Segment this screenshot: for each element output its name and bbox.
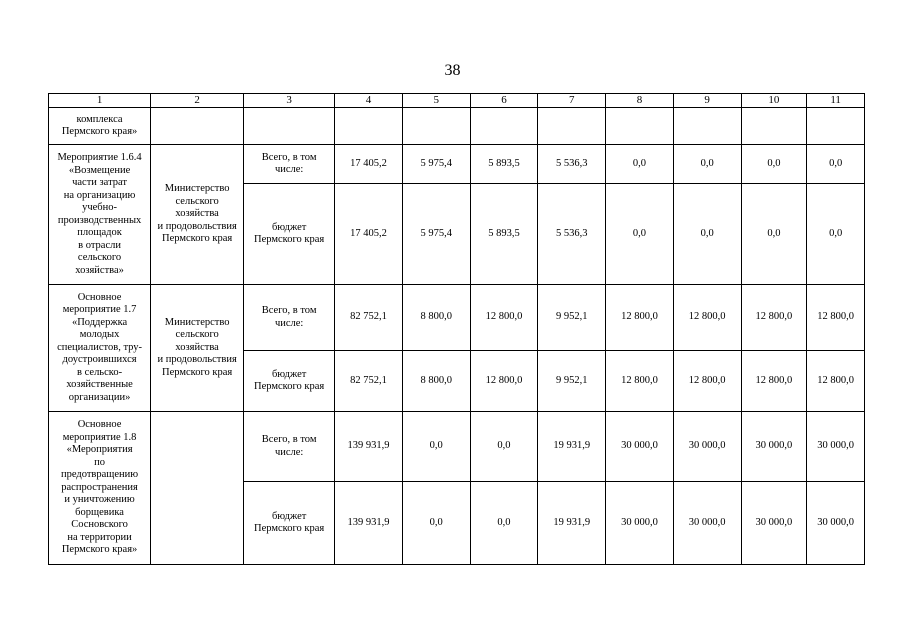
text-line: Пермского края xyxy=(254,523,325,534)
value-cell: 8 800,0 xyxy=(402,285,470,351)
value-cell: 9 952,1 xyxy=(538,285,606,351)
value-cell: 12 800,0 xyxy=(470,285,538,351)
text-line: бюджет xyxy=(271,368,307,380)
table-row xyxy=(49,412,865,482)
header-cell: 9 xyxy=(673,94,741,108)
empty-cell xyxy=(741,108,807,145)
text-line: доустроившихся xyxy=(62,354,137,366)
text-line: Мероприятие 1.6.4 xyxy=(57,152,142,163)
text-line: в отрасли xyxy=(78,239,121,251)
funding-source-cell xyxy=(244,351,335,412)
value-cell: 30 000,0 xyxy=(741,412,807,482)
text-line: Сосновского xyxy=(71,519,128,531)
value-cell: 0,0 xyxy=(741,145,807,184)
value-cell: 5 536,3 xyxy=(538,145,606,184)
value-cell: 12 800,0 xyxy=(807,351,865,412)
value-cell: 0,0 xyxy=(807,184,865,285)
text-line: мероприятие 1.8 xyxy=(62,431,137,443)
header-cell: 10 xyxy=(741,94,807,108)
value-cell: 0,0 xyxy=(402,412,470,482)
executor-cell xyxy=(151,145,244,285)
header-cell: 6 xyxy=(470,94,538,108)
value-cell: 139 931,9 xyxy=(335,412,403,482)
funding-source-cell xyxy=(244,145,335,184)
text-line: на территории xyxy=(67,531,132,543)
value-cell: 5 536,3 xyxy=(538,184,606,285)
executor-cell xyxy=(151,285,244,412)
text-line: Пермского края xyxy=(162,233,233,245)
text-line: на организацию xyxy=(63,189,136,201)
text-line: бюджет xyxy=(271,510,307,522)
empty-cell xyxy=(807,108,865,145)
funding-source-cell xyxy=(244,412,335,482)
text-line: Основное xyxy=(77,291,122,303)
text-line: «Мероприятия xyxy=(66,444,133,456)
value-cell: 82 752,1 xyxy=(335,285,403,351)
value-cell: 5 975,4 xyxy=(402,184,470,285)
empty-cell xyxy=(151,108,244,145)
value-cell: 0,0 xyxy=(470,412,538,482)
text-line: специалистов, тру- xyxy=(57,341,143,353)
text-line: части затрат xyxy=(72,177,128,188)
text-line: по xyxy=(94,456,105,468)
text-line: сельского xyxy=(175,329,219,341)
value-cell: 19 931,9 xyxy=(538,412,606,482)
value-cell: 12 800,0 xyxy=(470,351,538,412)
value-cell: 139 931,9 xyxy=(335,482,403,565)
text-line: организации» xyxy=(68,391,131,403)
value-cell: 8 800,0 xyxy=(402,351,470,412)
event-name-cell xyxy=(49,412,151,565)
header-row xyxy=(49,94,865,108)
text-line: Министерство xyxy=(164,183,230,195)
page-number: 38 xyxy=(444,62,461,79)
text-line: «Поддержка xyxy=(71,316,128,328)
value-cell: 5 893,5 xyxy=(470,184,538,285)
value-cell: 0,0 xyxy=(402,482,470,565)
value-cell: 12 800,0 xyxy=(807,285,865,351)
header-cell: 1 xyxy=(49,94,151,108)
value-cell: 12 800,0 xyxy=(741,285,807,351)
text-line: Пермского края xyxy=(254,234,325,245)
empty-cell xyxy=(606,108,674,145)
text-line: бюджет xyxy=(271,221,307,233)
text-line: хозяйственные xyxy=(66,379,133,391)
header-cell: 4 xyxy=(335,94,403,108)
value-cell: 17 405,2 xyxy=(335,184,403,285)
header-cell: 7 xyxy=(538,94,606,108)
text-line: числе: xyxy=(274,446,304,458)
value-cell: 5 975,4 xyxy=(402,145,470,184)
table-row xyxy=(49,145,865,184)
text-line: молодых xyxy=(79,329,120,341)
header-cell: 3 xyxy=(244,94,335,108)
funding-source-cell xyxy=(244,285,335,351)
event-name-cell xyxy=(49,145,151,285)
empty-cell xyxy=(673,108,741,145)
empty-cell xyxy=(402,108,470,145)
text-line: Пермского края xyxy=(254,381,325,392)
text-line: в сельско- xyxy=(77,366,123,378)
empty-cell xyxy=(244,108,335,145)
text-line: учебно- xyxy=(82,202,118,213)
funding-source-cell xyxy=(244,184,335,285)
value-cell: 30 000,0 xyxy=(807,412,865,482)
value-cell: 12 800,0 xyxy=(673,285,741,351)
executor-cell xyxy=(151,412,244,565)
text-line: числе: xyxy=(274,164,304,175)
text-line: Пермского края» xyxy=(61,126,138,137)
value-cell: 30 000,0 xyxy=(673,482,741,565)
value-cell: 0,0 xyxy=(741,184,807,285)
text-line: Пермского края» xyxy=(61,544,138,556)
text-line: площадок xyxy=(77,227,122,238)
text-line: борщевика xyxy=(75,506,124,518)
table-row xyxy=(49,285,865,351)
event-name-cell xyxy=(49,108,151,145)
value-cell: 30 000,0 xyxy=(606,482,674,565)
value-cell: 82 752,1 xyxy=(335,351,403,412)
value-cell: 0,0 xyxy=(606,145,674,184)
text-line: сельского xyxy=(175,195,219,207)
text-line: Пермского края xyxy=(162,366,233,378)
text-line: хозяйства» xyxy=(75,264,124,276)
header-cell: 11 xyxy=(807,94,865,108)
value-cell: 0,0 xyxy=(673,145,741,184)
text-line: числе: xyxy=(274,317,304,329)
empty-cell xyxy=(335,108,403,145)
value-cell: 9 952,1 xyxy=(538,351,606,412)
header-cell: 2 xyxy=(151,94,244,108)
text-line: Всего, в том xyxy=(261,305,317,316)
value-cell: 30 000,0 xyxy=(807,482,865,565)
text-line: Основное xyxy=(77,419,122,431)
value-cell: 17 405,2 xyxy=(335,145,403,184)
value-cell: 0,0 xyxy=(807,145,865,184)
value-cell: 0,0 xyxy=(470,482,538,565)
event-name-cell xyxy=(49,285,151,412)
value-cell: 12 800,0 xyxy=(741,351,807,412)
value-cell: 19 931,9 xyxy=(538,482,606,565)
value-cell: 12 800,0 xyxy=(606,285,674,351)
text-line: хозяйства xyxy=(175,341,219,353)
text-line: сельского xyxy=(77,252,122,263)
text-line: производственных xyxy=(57,214,142,226)
value-cell: 30 000,0 xyxy=(606,412,674,482)
text-line: мероприятие 1.7 xyxy=(62,304,137,316)
value-cell: 30 000,0 xyxy=(741,482,807,565)
continuation-row xyxy=(49,108,865,145)
header-cell: 5 xyxy=(402,94,470,108)
budget-table xyxy=(48,93,865,565)
value-cell: 30 000,0 xyxy=(673,412,741,482)
text-line: Всего, в том xyxy=(261,434,317,445)
text-line: «Возмещение xyxy=(68,164,131,176)
header-cell: 8 xyxy=(606,94,674,108)
value-cell: 0,0 xyxy=(673,184,741,285)
text-line: и продовольствия xyxy=(157,220,237,232)
text-line: распространения xyxy=(61,481,138,493)
text-line: Министерство xyxy=(164,316,230,328)
funding-source-cell xyxy=(244,482,335,565)
text-line: комплекса xyxy=(76,113,123,125)
empty-cell xyxy=(538,108,606,145)
text-line: хозяйства xyxy=(175,208,219,220)
text-line: и продовольствия xyxy=(157,354,237,366)
value-cell: 5 893,5 xyxy=(470,145,538,184)
value-cell: 12 800,0 xyxy=(606,351,674,412)
text-line: и уничтожению xyxy=(64,494,135,506)
text-line: Всего, в том xyxy=(261,151,317,163)
value-cell: 12 800,0 xyxy=(673,351,741,412)
text-line: предотвращению xyxy=(60,469,139,481)
value-cell: 0,0 xyxy=(606,184,674,285)
empty-cell xyxy=(470,108,538,145)
